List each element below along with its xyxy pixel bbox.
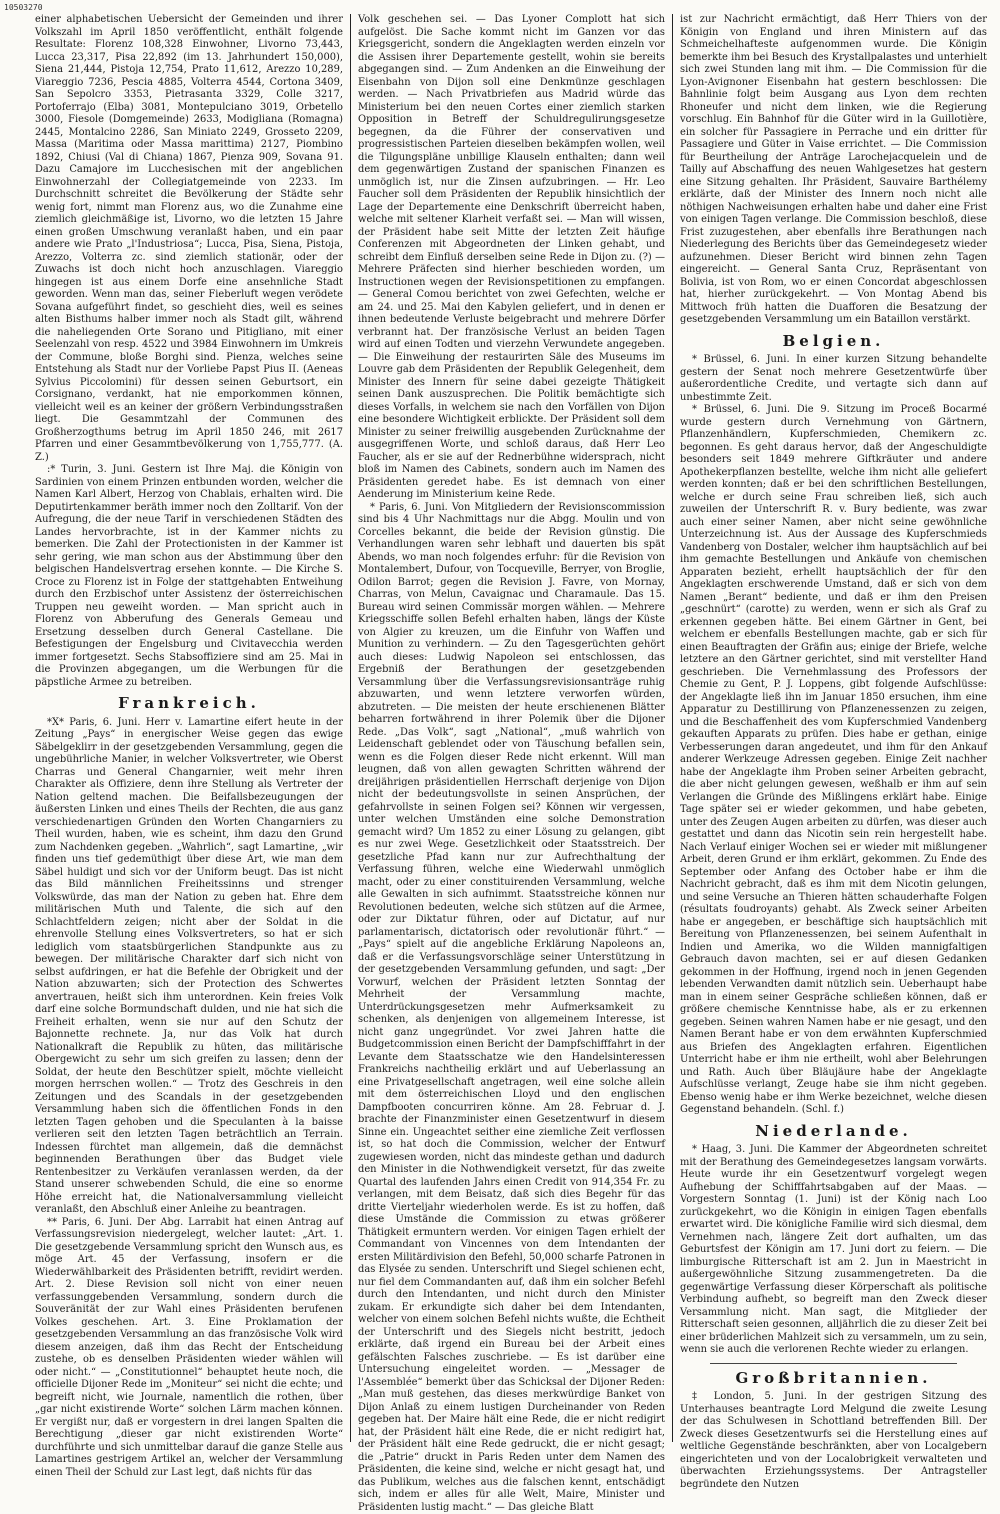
column-3 (672, 14, 994, 1442)
article-paragraph: ‡ London, 5. Juni. In der gestrigen Sitzung des Unterhauses beantragte Lord Melgund die zweite Lesung der das Schulwesen in Schottland betreffenden Bill. Der Zweck dieses Gesetzentwurfs sei die Herstellung eines auf weltliche Gegenstände beschränkten, aber von Localgebern eingerichteten und von der Localobrigkeit verwalteten und überwachten Erziehungssystems. Der Antragsteller begründete den Nutzen (680, 1391, 987, 1491)
section-heading: Belgien. (680, 335, 987, 348)
article-paragraph: Volk geschehen sei. — Das Lyoner Complott hat sich aufgelöst. Die Sache kommt nicht im Ganzen vor das Kriegsgericht, sondern die Angeklagten werden einzeln vor die Assisen ihrer Departemente gestellt, wohin sie bereits abgegangen sind. — Zum Andenken an die Einweihung der Eisenbahn von Dijon soll eine Denkmünze geschlagen werden. — Nach Privatbriefen aus Madrid würde das Ministerium bei den neuen Cortes einer ziemlich starken Opposition in Betreff der Schuldregulirungsgesetze begegnen, da die Führer der conservativen und progressistischen Parteien dieselben bekämpfen wollen, weil die Tilgungspläne unbillige Klauseln enthalten; dann weil dem gegenwärtigen Zustand der spanischen Finanzen es unmöglich ist, nur die Zinsen aufzubringen. — Hr. Leo Faucher soll dem Präsidenten der Republik hinsichtlich der Lage der Departemente eine Denkschrift überreicht haben, welche mit seltener Klarheit verfaßt sei. — Man will wissen, der Präsident habe seit Mitte der letzten Zeit häufige Conferenzen mit Abgeordneten der Linken gehabt, und schreibt dem Einfluß derselben seine Rede in Dijon zu. (?) — Mehrere Präfecten sind hierher beschieden worden, um Instructionen wegen der Revisionspetitionen zu empfangen. — General Comou berichtet von zwei Gefechten, welche er am 24. und 25. Mai den Kabylen geliefert, und in denen er ihnen bedeutende Verluste beigebracht und mehrere Dörfer verbrannt hat. Der französische Verlust an beiden Tagen wird auf einen Todten und vierzehn Verwundete angegeben. — Die Einweihung der restaurirten Säle des Museums im Louvre gab dem Präsidenten der Republik Gelegenheit, dem Minister des Innern für seine dabei gezeigte Thätigkeit seinen Dank auszusprechen. Die Politik bemächtigte sich dieses Vorfalls, in welchem sie nach den Vorfällen von Dijon eine besondere Wichtigkeit erblickte. Der Präsident soll dem Minister zu seiner freiwillig ausgebenden Zurücknahme der ausgegriffenen Worte, und schloß daraus, daß Herr Leo Faucher, als er sie auf der Rednerbühne widersprach, nicht bloß im Namen des Cabinets, sondern auch im Namen des Präsidenten geredet habe. Es ist demnach von einer Aenderung im Ministerium keine Rede. (358, 14, 665, 502)
article-paragraph: * Brüssel, 6. Juni. Die 9. Sitzung im Proceß Bocarmé wurde gestern durch Vernehmung von Gärtnern, Pflanzenhändlern, Kupferschmieden, Chemikern zc. begonnen. Es geht daraus hervor, daß der Angeschuldigte besonders seit 1849 mehrere Giftkräuter und andere Apothekerpflanzen bestellte, welche ihm nicht alle geliefert werden konnten; daß er bei den schriftlichen Bestellungen, welche er durch seine Frau schreiben ließ, sich auch zuweilen der Unterschrift R. v. Bury bediente, was zwar auch einer seiner Namen, aber nicht seine gewöhnliche Unterzeichnung ist. Aus der Aussage des Kupferschmieds Vandenberg von Dostaler, welcher ihm hauptsächlich auf bei ihm gemachte Bestellungen und Ankäufe von chemischen Apparaten bezieht, erhellt hauptsächlich der für den Angeklagten erschwerende Umstand, daß er sich von dem Namen „Berant“ bediente, und daß er ihm den Preisen „geschnürt“ (carotte) zu werden, wenn er sich als Graf zu erkennen gegeben hätte. Bei einem Gärtner in Gent, bei welchem er ebenfalls Bestellungen machte, gab er sich für einen Beauftragten der Gräfin aus; einige der Briefe, welche letztere an den Gärtner gerichtet, sind mit verstellter Hand geschrieben. Die Vernehmlassung des Professors der Chemie zu Gent, P. J. Loppens, gibt folgende Aufschlüsse: der Angeklagte ließ ihn im Januar 1850 ersuchen, ihm eine Apparatur zu Destillirung von Pflanzenessenzen zu zeigen, und die Beschaffenheit des vom Kupferschmied Vandenberg gekauften Apparats zu prüfen. Dies habe er gethan, einige Verbesserungen daran angedeutet, und ihm für den Ankauf anderer Werkzeuge Adressen gegeben. Einige Zeit nachher habe der Angeklagte ihm Proben seiner Arbeiten gebracht, die aber nicht gelungen gewesen, weßhalb er ihm auf sein Verlangen die Gründe des Mißlingens erklärt habe. Einige Tage später sei er wieder gekommen, und habe gebeten, unter des Zeugen Augen arbeiten zu dürfen, was dieser auch gestattet und dann das Nicotin sein rein hergestellt habe. Nach Verlauf einiger Wochen sei er wieder mit mißlungener Arbeit, deren Grund er ihm erklärt, gekommen. Zu Ende des September oder Anfang des October habe er ihm die Nachricht gebracht, daß es ihm mit dem Nicotin gelungen, und seine Versuche an Thieren hätten schauderhafte Folgen (résultats foudroyants) gehabt. Als Zweck seiner Arbeiten habe er angegeben, er beschäftige sich hauptsächlich mit Bereitung von Pflanzenessenzen, bei seinem Aufenthalt in Indien und Amerika, wo die Wilden mannigfaltigen Gebrauch davon machten, sei er auf diesen Gedanken gekommen in der Hoffnung, irgend noch in jenen Gegenden lebenden Verwandten damit nützlich sein. Ueberhaupt habe man in einem seiner Gespräche schließen können, daß er größere chemische Kenntnisse habe, als er zu erkennen gegeben. Seinen wahren Namen habe er nie gesagt, und den Namen Berant habe er von dem erwähnten Kupferschmied aus Briefen des Angeklagten erfahren. Eigentlichen Unterricht habe er ihm nie ertheilt, wohl aber Belehrungen und Rath. Auch über Bläujäure habe der Angeklagte Aufschlüsse verlangt, Zeuge habe sie ihm nicht gegeben. Ebenso wenig habe er ihm Werke bezeichnet, welche diesen Gegenstand behandeln. (Schl. f.) (680, 404, 987, 1117)
article-paragraph: * Brüssel, 6. Juni. In einer kurzen Sitzung behandelte gestern der Senat noch mehrere Gesetzentwürfe über außerordentliche Credite, und vertagte sich dann auf unbestimmte Zeit. (680, 354, 987, 404)
article-paragraph: ** Paris, 6. Juni. Der Abg. Larrabit hat einen Antrag auf Verfassungsrevision niedergelegt, welcher lautet: „Art. 1. Die gesetzgebende Versammlung spricht den Wunsch aus, es möge Art. 45 der Verfassung, insofern er die Wiederwählbarkeit des Präsidenten betrifft, revidirt werden. Art. 2. Diese Revision soll nicht von einer neuen verfassunggebenden Versammlung, sondern durch die Souveränität der zur Wahl eines Präsidenten berufenen Volkes geschehen. Art. 3. Eine Proklamation der gesetzgebenden Versammlung an das französische Volk wird diesem anzeigen, daß ihm das Recht der Entscheidung zustehe, ob es denselben Präsidenten wieder wählen will oder nicht.“ — „Constitutionnel“ behauptet heute noch, die officielle Dijoner Rede im „Moniteur“ sei nicht die echte; und begreift nicht, wie Journale, namentlich die rothen, über „gar nicht existirende Worte“ solchen Lärm machen können. Er vergißt nur, daß er vorgestern in drei langen Spalten die Berechtigung „dieser gar nicht existirenden Worte“ durchführte und sich unmittelbar darauf die ganze Stelle aus Lamartines gestrigem Artikel an, welcher der Versammlung einen Theil der Schuld zur Last legt, daß nichts für das (35, 1217, 343, 1480)
section-heading: Großbritannien. (680, 1372, 987, 1385)
page-id-label: 10503270 (4, 3, 43, 12)
column-1 (28, 14, 350, 1442)
divider (710, 1363, 957, 1364)
article-paragraph: * Haag, 3. Juni. Die Kammer der Abgeordneten schreitet mit der Berathung des Gemeindegesetzes langsam vorwärts. Heute wurde ihr ein Gesetzentwurf vorgelegt wegen Aufhebung der Schifffahrtsabgaben auf der Maas. — Vorgestern Sonntag (1. Juni) ist der König nach Loo zurückgekehrt, wo die Königin in einigen Tagen ebenfalls erwartet wird. Die königliche Familie wird sich diesmal, dem Vernehmen nach, längere Zeit dort aufhalten, um das Geburtsfest der Königin am 17. Juni dort zu feiern. — Die limburgische Ritterschaft ist am 2. Jun in Maestricht in außergewöhnliche Sitzung zusammengetreten. Da die gegenwärtige Verfassung dieser Körperschaft als politische Verbindung aufhebt, so begreift man den Zweck dieser Versammlung nicht. Man sagt, die Mitglieder der Ritterschaft seien gesonnen, alljährlich die zu dieser Zeit bei einer brüderlichen Mahlzeit sich zu versammeln, um zu sein, wenn sie auch die verlorenen Rechte wieder zu erlangen. (680, 1144, 987, 1357)
article-paragraph: einer alphabetischen Uebersicht der Gemeinden und ihrer Volkszahl im April 1850 veröffentlicht, enthält folgende Resultate: Florenz 108,328 Einwohner, Livorno 73,443, Lucca 23,317, Pisa 22,892 (im 13. Jahrhundert 150,000), Siena 21,444, Pistoja 12,754, Prato 11,612, Arezzo 10,289, Viareggio 7236, Pescia 4885, Volterra 4544, Cortona 3409, San Sepolcro 3353, Pietrasanta 3329, Colle 3217, Portoferrajo (Elba) 3081, Montepulciano 3019, Orbetello 3000, Fiesole (Domgemeinde) 2633, Modigliana (Romagna) 2445, Montalcino 2286, San Miniato 2249, Grosseto 2209, Massa (Maritima oder Massa marittima) 2127, Piombino 1892, Chiusi (Val di Chiana) 1867, Pienza 909, Sovana 91. Dazu Camajore im Lucchesischen mit der angeblichen Einwohnerzahl der Collegiatgemeinde von 2233. Im Durchschnitt schreitet die Bevölkerung der Städte sehr wenig fort, nimmt man Florenz aus, wo die Zunahme eine ziemlich gleichmäßige ist, Livorno, wo die letzten 15 Jahre einen großen Umschwung veranlaßt haben, und ein paar andere wie Prato „l'Industriosa“; Lucca, Pisa, Siena, Pistoja, Arezzo, Volterra zc. sind ziemlich stationär, oder der Zuwachs ist doch nicht hoch anzuschlagen. Viareggio hingegen ist aus einem Dorfe eine ansehnliche Stadt geworden. Wenn man das, seiner Fieberluft wegen verödete Sovana aufgeführt findet, so geschieht dies, weil es seines alten Bisthums halber immer noch als Stadt gilt, während die naheliegenden Orte Sorano und Pitigliano, mit einer Seelenzahl von resp. 4522 und 3984 Einwohnern im Umkreis der Commune, bloße Borghi sind. Pienza, welches seine Entstehung als Stadt nur der Vorliebe Papst Pius II. (Aeneas Sylvius Piccolomini) für dessen seinen Geburtsort, ein Corsignano, verdankt, hat nie emporkommen können, vielleicht weil es an keiner der größern Verbindungsstraßen liegt. Die Gesammtzahl der Communen des Großherzogthums betrug im April 1850 246, mit 2617 Pfarren und einer Gesammtbevölkerung von 1,755,777. (A. Z.) (35, 14, 343, 464)
newspaper-columns (28, 14, 994, 1442)
column-2 (350, 14, 672, 1442)
section-heading: Niederlande. (680, 1125, 987, 1138)
article-paragraph: ist zur Nachricht ermächtigt, daß Herr Thiers von der Königin von England und ihren Ministern auf das Schmeichelhafteste aufgenommen wurde. Die Königin bemerkte ihm bei Besuch des Krystallpalastes und unterhielt sich zwei Stunden lang mit ihm. — Die Commission für die Lyon-Avignoner Eisenbahn hat gestern beschlossen: Die Bahnlinie folgt beim Ausgang aus Lyon dem rechten Rhoneufer und nicht dem linken, wie die Regierung vorschlug. Ein Bahnhof für die Güter wird in la Guillotière, ein solcher für Passagiere in Perrache und ein dritter für Passagiere und Güter in Vaise errichtet. — Die Commission für Beurtheilung der Anträge Larochejacquelein und de Tailly auf Abschaffung des neuen Wahlgesetzes hat gestern eine Sitzung gehalten. Ihr Präsident, Sauvaire Barthélemy erklärte, daß der Minister des Innern noch nicht alle nöthigen Nachweisungen erhalten habe und daher eine Frist von einigen Tagen verlange. Die Commission beschloß, diese Frist zuzugestehen, aber ebenfalls ihre Berathungen nach Niederlegung des Berichts über das Gemeindegesetz wieder aufzunehmen. Dieser Bericht wird binnen zehn Tagen eingereicht. — General Santa Cruz, Repräsentant von Bolivia, ist von Rom, wo er einen Concordat abgeschlossen hat, hierher zurückgekehrt. — Von Montag Abend bis Mittwoch früh hatten die Duafforen die Besatzung der gesetzgebenden Versammlung um ein Bataillon verstärkt. (680, 14, 987, 327)
article-paragraph: :* Turin, 3. Juni. Gestern ist Ihre Maj. die Königin von Sardinien von einem Prinzen entbunden worden, welcher die Namen Karl Albert, Herzog von Chablais, erhalten wird. Die Deputirtenkammer beräth immer noch den Zolltarif. Von der Aufregung, die der neue Tarif in verschiedenen Städten des Landes hervorbrachte, ist in der Kammer nichts zu bemerken. Die Zahl der Protectionisten in der Kammer ist sehr gering, wie man schon aus der Abstimmung über den belgischen Handelsvertrag ersehen konnte. — Die Kirche S. Croce zu Florenz ist in Folge der stattgehabten Entweihung durch den Erzbischof unter Assistenz der österreichischen Truppen neu geweiht worden. — Man spricht auch in Florenz von Abberufung des Generals Gemeau und Ersetzung desselben durch General Castellane. Die Befestigungen der Engelsburg und Civitavecchia werden immer fortgesetzt. Sechs Stabsoffiziere sind am 25. Mai in die Provinzen abgegangen, um die Werbungen für die päpstliche Armee zu betreiben. (35, 464, 343, 689)
section-heading: Frankreich. (35, 697, 343, 710)
article-paragraph: *X* Paris, 6. Juni. Herr v. Lamartine eifert heute in der Zeitung „Pays“ in energischer Weise gegen das ewige Säbelgeklirr in der gesetzgebenden Versammlung, gegen die ungebührliche Manier, in welcher Volksvertreter, wie Oberst Charras und General Changarnier, weit mehr ihren Charakter als Offiziere, denn ihre Stellung als Vertreter der Nation geltend machen. Die Beifallsbezeugungen der äußersten Linken und eines Theils der Rechten, die aus ganz verschiedenartigen Gründen den Worten Changarniers zu Theil wurden, haben, wie es scheint, ihm dazu den Grund zum Nachdenken gegeben. „Wahrlich“, sagt Lamartine, „wir finden uns tief gedemüthigt über diese Art, wie man dem Säbel huldigt und sich vor der Uniform beugt. Das ist nicht das Bild männlichen Freiheitssinns und strenger Volkswürde, das man der Nation zu geben hat. Ehre dem militärischen Muth und Talente, die sich auf den Schlachtfeldern zeigen; nicht aber der Soldat in die ehrenvolle Stellung eines Volksvertreters, so hat er sich lediglich vom staatsbürgerlichen Standpunkte aus zu bewegen. Der militärische Charakter darf sich nicht von selbst aufdringen, er hat die Befehle der Obrigkeit und der Nation abzuwarten; sich der Protection des Schwertes anvertrauen, heißt sich ihm unterordnen. Kein freies Volk darf eine solche Bormundschaft dulden, und nie hat sich die Freiheit erhalten, wenn sie nur auf den Schutz der Bajonnette rechnete. Ja, nur das Volk hat durch Nationalkraft die Republik zu hüten, das militärische Obergewicht zu sehr um sich greifen zu lassen; denn der Soldat, der heute den Beschützer spielt, möchte vielleicht morgen herrschen wollen.“ — Trotz des Geschreis in den Zeitungen und des Scandals in der gesetzgebenden Versammlung haben sich die öffentlichen Fonds in den letzten Tagen gehoben und die Speculanten à la baisse verlieren seit den letzten Tagen beträchtlich an Terrain. Indessen fürchtet man allgemein, daß die demnächst beginnenden Berathungen über das Budget viele Rentenbesitzer zu Verkäufen veranlassen werden, da der Stand unserer schwebenden Schuld, die eine so enorme Höhe erreicht hat, die Nationalversammlung vielleicht veranlaßt, den Abschluß einer Anleihe zu beantragen. (35, 717, 343, 1217)
article-paragraph: * Paris, 6. Juni. Von Mitgliedern der Revisionscommission sind bis 4 Uhr Nachmittags nur die Abgg. Moulin und von Corcelles bekannt, die beide der Revision günstig. Die Verhandlungen waren sehr lebhaft und dauerten bis spät Abends, wo man noch folgendes erfuhr: für die Revision von Montalembert, Dufour, von Tocqueville, Berryer, von Broglie, Odilon Barrot; gegen die Revision J. Favre, von Mornay, Charras, von Melun, Cavaignac und Charamaule. Das 15. Bureau wird seinen Commissär morgen wählen. — Mehrere Kriegsschiffe sollen Befehl erhalten haben, längs der Küste von Algier zu kreuzen, um die Einfuhr von Waffen und Munition zu verhindern. — Zu den Tagesgerüchten gehört auch dieses: Ludwig Napoleon sei entschlossen, das Ergebniß der Berathungen der gesetzgebenden Versammlung über die Verfassungsrevisionsanträge ruhig abzuwarten, und wenn letztere verworfen würden, abzutreten. — Die meisten der heute erschienenen Blätter beharren fortwährend in ihrer Polemik über die Dijoner Rede. „Das Volk“, sagt „National“, „muß wahrlich von Leidenschaft geblendet oder von Täuschung befallen sein, wenn es die Folgen dieser Rede nicht erkennt. Will man leugnen, daß von allen gewagten Schritten während der dreijährigen präsidentiellen Herrschaft derjenige von Dijon nicht der bedeutungsvollste in seinen Ansprüchen, der gefahrvollste in seinen Folgen sei? Können wir vergessen, unter welchen Umständen eine solche Demonstration gemacht wird? Um 1852 zu einer Lösung zu gelangen, gibt es nur zwei Wege. Gesetzlichkeit oder Staatsstreich. Der gesetzliche Pfad kann nur zur Aufrechthaltung der Verfassung führen, welche eine Wiederwahl unmöglich macht, oder zu einer constituirenden Versammlung, welche alle Gewalten in sich aufnimmt. Staatsstreiche können nur Revolutionen bedeuten, welche sich stützen auf die Armee, oder zur Diktatur führen, oder auf Dictatur, auf nur parlamentarisch, dictatorisch oder revolutionär führt.“ — „Pays“ spielt auf die angebliche Erklärung Napoleons an, daß er die Verfassungsvorschläge seiner Unterstützung in der gesetzgebenden Versammlung gefunden, und sagt: „Der Vorwurf, welchen der Präsident letzten Sonntag der Mehrheit der Versammlung machte, Unterdrückungsgesetzen mehr Aufmerksamkeit zu schenken, als denjenigen von allgemeinem Interesse, ist nicht ganz ungegründet. Vor zwei Jahren hatte die Budgetcommission einen Bericht der Dampfschifffahrt in der Levante dem Staatsschatze wie den Handelsinteressen Frankreichs nachtheilig erklärt und auf Ueberlassung an eine Privatgesellschaft angetragen, weil eine solche allein mit dem österreichischen Lloyd und den englischen Dampfbooten concurriren könne. Am 28. Februar d. J. brachte der Finanzminister einen Gesetzentwurf in diesem Sinne ein. Ungeachtet seither eine ziemliche Zeit verflossen ist, so hat doch die Commission, welcher der Entwurf zugewiesen worden, nicht das mindeste gethan und dadurch den Minister in die Nothwendigkeit versetzt, für das zweite Quartal des laufenden Jahrs einen Credit von 914,354 Fr. zu verlangen, mit dem Beisatz, daß sich dies Begehr für das dritte Vierteljahr wiederholen werde. Es ist zu hoffen, daß diese Umstände die Commission zu etwas größerer Thätigkeit ermuntern werden. Vor einigen Tagen erhielt der Commandant von Vincennes von dem Intendanten der ersten Militärdivision den Befehl, 50,000 scharfe Patronen in das Elysée zu senden. Unterschrift und Siegel schienen echt, nur fiel dem Commandanten auf, daß ihm ein solcher Befehl durch den Intendanten, und nicht durch den Minister zukam. Er erkundigte sich daher bei dem Intendanten, welcher von einem solchen Befehl nichts wußte, die Echtheit der Unterschrift und des Siegels nicht bestritt, jedoch erklärte, daß irgend ein Bureau bei der Arbeit eines gefälschten Falsches zuschriebe. — Es ist darüber eine Untersuchung eingeleitet worden. — „Messager de l'Assemblée“ bemerkt über das Schicksal der Dijoner Reden: „Man muß gestehen, das dieses merkwürdige Banket von Dijon Anlaß zu einem lustigen Durcheinander von Reden gegeben hat. Der Maire hält eine Rede, die er nicht redigirt hat, der Präsident hält eine Rede, die er nicht redigirt hat, der Präsident hält eine Rede gedruckt, die er nicht gesagt; die „Patrie“ druckt in Paris Reden unter dem Namen des Präsidenten, die keine sind, welche er nicht gesagt hat, und das Publikum, welches aus die falschen kennt, entschädigt sich, indem er alles für alle Welt, Maire, Minister und Präsidenten lustig macht.“ — Das gleiche Blatt (358, 502, 665, 1514)
